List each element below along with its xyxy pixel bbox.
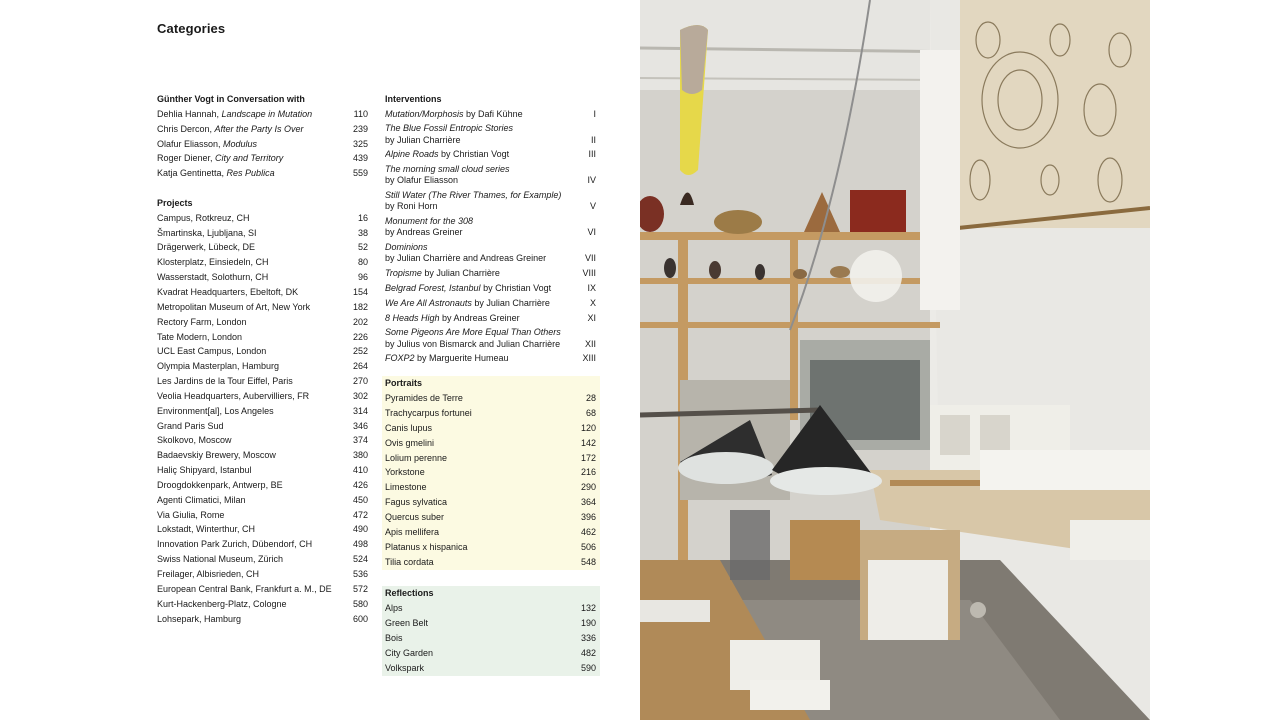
entry-title: Freilager, Albisrieden, CH xyxy=(157,569,260,579)
list-item xyxy=(385,107,596,122)
page-number: 38 xyxy=(357,227,368,238)
entry-title: Campus, Rotkreuz, CH xyxy=(157,212,250,223)
entry-line xyxy=(385,109,587,120)
entry-title: Les Jardins de la Tour Eiffel, Paris xyxy=(157,376,293,387)
page-number: 580 xyxy=(352,598,368,609)
page-number: 142 xyxy=(580,437,596,448)
page-number: 132 xyxy=(580,603,596,614)
entry-title: Canis lupus xyxy=(385,422,433,433)
list-item xyxy=(157,389,368,404)
entry-title: Volkspark xyxy=(385,662,425,673)
entry-title: Agenti Climatici, Milan xyxy=(157,494,246,505)
list-item xyxy=(157,330,368,345)
conversation-title: Landscape in Mutation xyxy=(221,108,313,119)
entry-title: Klosterplatz, Einsiedeln, CH xyxy=(157,257,269,268)
list-item xyxy=(385,601,596,616)
roman-numeral: I xyxy=(593,108,596,119)
page-number: 572 xyxy=(352,583,368,594)
list-item xyxy=(385,631,596,646)
entry-title xyxy=(157,137,347,152)
list-item xyxy=(157,522,368,537)
entry-title: Kvadrat Headquarters, Ebeltoft, DK xyxy=(157,286,299,297)
entry-title xyxy=(385,109,587,120)
conversation-title: Res Publica xyxy=(226,168,275,179)
page-number: 290 xyxy=(580,482,596,493)
conversation-title: After the Party Is Over xyxy=(214,123,304,134)
list-item xyxy=(157,612,368,627)
artist-credit: by Julian Charrière xyxy=(421,268,500,279)
projects-list xyxy=(157,211,368,627)
list-item xyxy=(385,510,596,525)
artist-credit: by Julian Charrière xyxy=(385,134,461,145)
entry-line xyxy=(385,298,584,309)
list-item xyxy=(385,661,596,676)
page-number: 302 xyxy=(352,390,368,401)
roman-numeral: VI xyxy=(587,227,596,238)
list-item xyxy=(157,419,368,434)
entry-title xyxy=(385,149,582,160)
entry-title: Quercus suber xyxy=(385,512,445,523)
list-item xyxy=(157,404,368,419)
page-number: 154 xyxy=(352,286,368,297)
work-title: Still Water (The River Thames, for Example) xyxy=(385,190,562,201)
list-item xyxy=(157,240,368,255)
page-number: 28 xyxy=(585,393,596,404)
entry-title: Environment[al], Los Angeles xyxy=(157,405,274,416)
reflections-box xyxy=(382,586,600,676)
page-number: 536 xyxy=(352,569,368,579)
list-item xyxy=(385,122,596,148)
list-item xyxy=(385,555,596,570)
page-number: 472 xyxy=(352,509,368,520)
list-item xyxy=(385,391,596,406)
entry-title xyxy=(385,190,584,212)
work-title: The Blue Fossil Entropic Stories xyxy=(385,123,514,134)
list-item xyxy=(385,646,596,661)
reflections-list xyxy=(385,601,596,675)
entry-title: Badaevskiy Brewery, Moscow xyxy=(157,450,276,461)
entry-title: City Garden xyxy=(385,647,434,658)
list-item xyxy=(385,495,596,510)
artist-credit: by Marguerite Humeau xyxy=(414,353,509,364)
list-item xyxy=(157,567,368,582)
entry-title: Lolium perenne xyxy=(385,452,448,463)
entry-line xyxy=(385,353,576,364)
entry-line xyxy=(385,327,579,338)
entry-title: Veolia Headquarters, Aubervilliers, FR xyxy=(157,390,310,401)
list-item xyxy=(385,162,596,188)
conversation-list xyxy=(157,107,368,181)
entry-title xyxy=(385,242,579,264)
work-title: The morning small cloud series xyxy=(385,164,510,175)
list-item xyxy=(385,525,596,540)
page-number: 426 xyxy=(352,479,368,490)
roman-numeral: IX xyxy=(587,283,596,294)
entry-line xyxy=(385,123,585,134)
entry-title: Lohsepark, Hamburg xyxy=(157,613,242,624)
speaker-name: Katja Gentinetta, xyxy=(157,168,227,179)
page-number: 120 xyxy=(580,422,596,433)
work-title: We Are All Astronauts xyxy=(385,297,472,308)
entry-title: Drägerwerk, Lübeck, DE xyxy=(157,242,256,253)
list-item xyxy=(385,326,596,352)
list-item xyxy=(385,465,596,480)
work-title: Alpine Roads xyxy=(385,149,439,160)
page-number: 270 xyxy=(352,376,368,387)
page-number: 190 xyxy=(580,618,596,629)
interventions-section-title: Interventions xyxy=(385,94,442,104)
roman-numeral: IV xyxy=(587,175,596,186)
page-number: 52 xyxy=(357,242,368,253)
list-item xyxy=(157,537,368,552)
entry-title xyxy=(385,123,585,145)
portraits-box xyxy=(382,376,600,570)
page-number: 96 xyxy=(357,272,368,283)
entry-title: Ovis gmelini xyxy=(385,437,435,448)
page-number: 462 xyxy=(580,526,596,537)
page-number: 380 xyxy=(352,450,368,461)
page-number: 80 xyxy=(357,257,368,268)
list-item xyxy=(157,433,368,448)
page-number: 216 xyxy=(580,467,596,478)
work-title: Some Pigeons Are More Equal Than Others xyxy=(385,327,561,338)
list-item xyxy=(157,508,368,523)
entry-title xyxy=(385,353,576,364)
page-number: 68 xyxy=(585,408,596,419)
list-item xyxy=(157,374,368,389)
artist-credit: by Julian Charrière and Andreas Greiner xyxy=(385,253,547,264)
list-item xyxy=(157,344,368,359)
entry-title: Limestone xyxy=(385,482,427,493)
entry-title: Apis mellifera xyxy=(385,526,440,537)
entry-title: Yorkstone xyxy=(385,467,425,478)
list-item xyxy=(385,406,596,421)
speaker-name: Olafur Eliasson, xyxy=(157,138,224,149)
artist-credit: by Christian Vogt xyxy=(480,283,552,294)
artist-credit: by Julius von Bismarck and Julian Charrière xyxy=(385,338,561,349)
entry-title: Alps xyxy=(385,603,403,614)
list-item xyxy=(157,493,368,508)
entry-title xyxy=(385,283,581,294)
page-number: 524 xyxy=(352,554,368,565)
portraits-section-title: Portraits xyxy=(385,378,423,389)
page-number: 396 xyxy=(580,512,596,523)
page-number: 16 xyxy=(357,212,368,223)
entry-title xyxy=(385,164,581,186)
work-title: Mutation/Morphosis xyxy=(385,108,464,119)
entry-title: Haliç Shipyard, Istanbul xyxy=(157,465,252,476)
page-number: 548 xyxy=(580,556,596,567)
list-item xyxy=(157,285,368,300)
portraits-list xyxy=(385,391,596,569)
entry-title: Green Belt xyxy=(385,618,429,629)
speaker-name: Roger Diener, xyxy=(157,153,216,164)
page-number: 559 xyxy=(352,168,368,179)
work-title: FOXP2 xyxy=(385,353,415,364)
list-item xyxy=(157,463,368,478)
roman-numeral: XI xyxy=(587,312,596,323)
entry-line xyxy=(385,283,581,294)
list-item xyxy=(157,300,368,315)
entry-line xyxy=(385,268,576,279)
page-number: 325 xyxy=(352,138,368,149)
list-item xyxy=(157,166,368,181)
entry-title: Rectory Farm, London xyxy=(157,316,247,327)
entry-title: Lokstadt, Winterthur, CH xyxy=(157,524,256,535)
entry-title: European Central Bank, Frankfurt a. M., DE xyxy=(157,583,332,594)
roman-numeral: V xyxy=(589,201,596,212)
list-item xyxy=(157,359,368,374)
roman-numeral: X xyxy=(589,297,596,308)
artist-credit: by Julian Charrière xyxy=(471,297,550,308)
list-item xyxy=(157,151,368,166)
interventions-list xyxy=(385,107,596,367)
list-item xyxy=(157,137,368,152)
entry-title xyxy=(385,216,581,238)
entry-title: Olympia Masterplan, Hamburg xyxy=(157,361,280,372)
entry-line xyxy=(385,164,581,175)
page-number: 600 xyxy=(352,613,368,624)
page-number: 498 xyxy=(352,539,368,550)
entry-title xyxy=(385,313,581,324)
work-title: 8 Heads High xyxy=(385,312,440,323)
list-item xyxy=(385,421,596,436)
entry-title: Grand Paris Sud xyxy=(157,420,224,431)
right-column xyxy=(385,92,596,676)
artist-credit: by Olafur Eliasson xyxy=(385,175,459,186)
entry-title xyxy=(385,268,576,279)
page-number: 590 xyxy=(580,662,596,673)
list-item xyxy=(385,240,596,266)
roman-numeral: VII xyxy=(584,253,596,264)
artist-credit: by Andreas Greiner xyxy=(439,312,520,323)
artist-credit: by Dafi Kühne xyxy=(463,108,523,119)
page-number: 374 xyxy=(352,435,368,446)
list-item xyxy=(157,226,368,241)
list-item xyxy=(385,266,596,281)
page-number: 172 xyxy=(580,452,596,463)
entry-title: Kurt-Hackenberg-Platz, Cologne xyxy=(157,598,287,609)
work-title: Monument for the 308 xyxy=(385,216,474,227)
speaker-name: Chris Dercon, xyxy=(157,123,215,134)
list-item xyxy=(157,597,368,612)
page-number: 314 xyxy=(352,405,368,416)
roman-numeral: II xyxy=(590,134,596,145)
entry-title: Šmartinska, Ljubljana, SI xyxy=(157,227,257,238)
page-number: 202 xyxy=(352,316,368,327)
speaker-name: Dehlia Hannah, xyxy=(157,108,222,119)
entry-title: Bois xyxy=(385,632,403,643)
list-item xyxy=(157,255,368,270)
list-item xyxy=(385,451,596,466)
roman-numeral: III xyxy=(588,149,596,160)
entry-title: Pyramides de Terre xyxy=(385,393,463,404)
list-item xyxy=(385,296,596,311)
list-item xyxy=(157,448,368,463)
page-number: 110 xyxy=(353,108,368,119)
page-number: 336 xyxy=(580,632,596,643)
list-item xyxy=(157,122,368,137)
list-item xyxy=(385,352,596,367)
list-item xyxy=(385,540,596,555)
page-number: 506 xyxy=(580,541,596,552)
entry-title xyxy=(157,151,347,166)
work-title: Tropisme xyxy=(385,268,422,279)
list-item xyxy=(385,214,596,240)
list-item xyxy=(157,107,368,122)
list-item xyxy=(157,270,368,285)
entry-title: Metropolitan Museum of Art, New York xyxy=(157,301,311,312)
list-item xyxy=(385,148,596,163)
entry-title xyxy=(157,107,348,122)
entry-title: Swiss National Museum, Zürich xyxy=(157,554,284,565)
artist-credit: by Roni Horn xyxy=(385,201,438,212)
entry-title: Droogdokkenpark, Antwerp, BE xyxy=(157,479,283,490)
entry-line xyxy=(385,313,581,324)
entry-title xyxy=(385,298,584,309)
conversation-title: Modulus xyxy=(223,138,258,149)
roman-numeral: XII xyxy=(584,338,596,349)
entry-title: Platanus x hispanica xyxy=(385,541,468,552)
page-number: 264 xyxy=(352,361,368,372)
list-item xyxy=(157,315,368,330)
page-number: 346 xyxy=(352,420,368,431)
page-number: 226 xyxy=(352,331,368,342)
page-number: 239 xyxy=(352,123,368,134)
page-title: Categories xyxy=(157,21,226,36)
work-title: Dominions xyxy=(385,242,428,253)
entry-line xyxy=(385,216,581,227)
page-number: 252 xyxy=(352,346,368,357)
list-item xyxy=(157,211,368,226)
page-number: 439 xyxy=(352,153,368,164)
studio-photograph xyxy=(640,0,1150,720)
list-item xyxy=(385,616,596,631)
entry-title: Via Giulia, Rome xyxy=(157,509,225,520)
entry-title: Innovation Park Zurich, Dübendorf, CH xyxy=(157,539,313,550)
page-number: 490 xyxy=(352,524,368,535)
list-item xyxy=(157,478,368,493)
entry-title: Tate Modern, London xyxy=(157,331,243,342)
conversation-section-title: Günther Vogt in Conversation with xyxy=(157,94,305,104)
entry-title: UCL East Campus, London xyxy=(157,346,267,357)
entry-title: Wasserstadt, Solothurn, CH xyxy=(157,272,269,283)
entry-title: Trachycarpus fortunei xyxy=(385,408,472,419)
list-item xyxy=(385,311,596,326)
entry-title: Skolkovo, Moscow xyxy=(157,435,232,446)
entry-line xyxy=(385,149,582,160)
conversation-title: City and Territory xyxy=(215,153,284,164)
list-item xyxy=(385,436,596,451)
roman-numeral: XIII xyxy=(582,353,596,364)
artist-credit: by Andreas Greiner xyxy=(385,227,463,238)
projects-section-title: Projects xyxy=(157,197,193,208)
list-item xyxy=(385,281,596,296)
list-item xyxy=(157,582,368,597)
artist-credit: by Christian Vogt xyxy=(438,149,510,160)
entry-title xyxy=(157,122,347,137)
list-item xyxy=(385,188,596,214)
reflections-section-title: Reflections xyxy=(385,588,434,599)
list-item xyxy=(385,480,596,495)
studio-photo-illustration xyxy=(640,0,1150,720)
entry-title xyxy=(157,166,347,181)
entry-title: Fagus sylvatica xyxy=(385,497,448,508)
entry-line xyxy=(385,242,579,253)
page-number: 450 xyxy=(352,494,368,505)
list-item xyxy=(157,552,368,567)
roman-numeral: VIII xyxy=(582,268,596,279)
page-number: 364 xyxy=(580,497,596,508)
work-title: Belgrad Forest, Istanbul xyxy=(385,283,481,294)
entry-title: Tilia cordata xyxy=(385,556,434,567)
entry-line xyxy=(385,190,584,201)
page-number: 410 xyxy=(352,465,368,476)
page-number: 482 xyxy=(580,647,596,658)
entry-title xyxy=(385,327,579,349)
left-column xyxy=(157,92,368,626)
page-number: 182 xyxy=(352,301,368,312)
